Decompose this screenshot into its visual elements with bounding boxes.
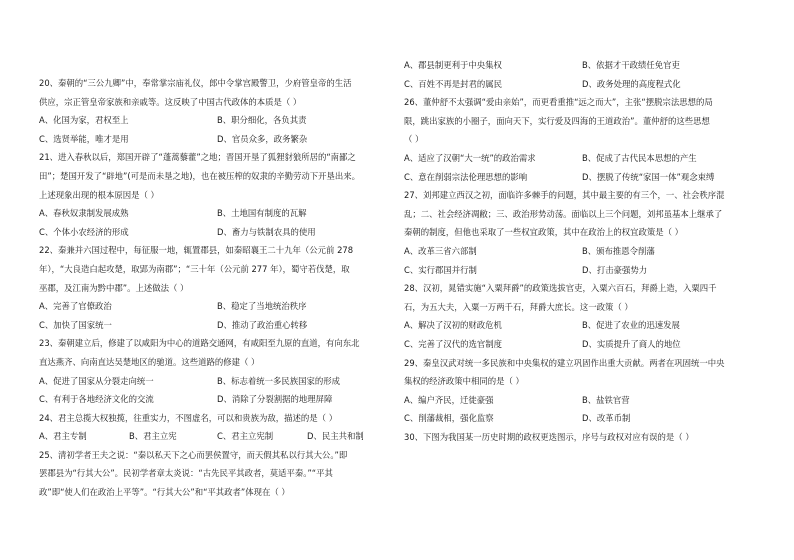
- question-25: [39, 446, 395, 502]
- question-24: [39, 409, 395, 446]
- question-30-stem-line-1: 30、下图为我国某一历史时期的政权更迭图示，序号与政权对应有误的是（ ）: [404, 431, 694, 442]
- question-26-options-row-2: [404, 168, 760, 187]
- option-d[interactable]: D、改革币制: [582, 413, 631, 424]
- option-a[interactable]: A、促进了国家从分裂走向统一: [39, 375, 154, 386]
- question-22: [39, 241, 395, 334]
- option-d[interactable]: D、推动了政治重心转移: [217, 319, 308, 330]
- option-b[interactable]: B、盐铁官营: [582, 394, 630, 405]
- option-c[interactable]: C、有利于各地经济文化的交流: [39, 394, 154, 405]
- question-22-options-row-1: [39, 297, 395, 316]
- question-25-options: [404, 56, 760, 93]
- question-30: [404, 428, 760, 447]
- option-d[interactable]: D、摆脱了传统“家国一体”观念束缚: [582, 171, 715, 182]
- question-24-stem-line-1: 24、君主总揽大权独揽，往重实力，不图虚名，可以和贵族为敌，描述的是（ ）: [39, 412, 338, 423]
- option-c[interactable]: C、选贤举能，唯才是用: [39, 133, 129, 144]
- question-29: [404, 354, 760, 428]
- question-26-stem-line-1: 26、董仲舒不太强调“爱由亲始”，而更看重推“远之而大”，主张“摆脱宗法思想的局: [404, 97, 713, 108]
- question-23-options-row-2: [39, 390, 395, 409]
- question-22-stem-line-3: 巫郡，及江南为黔中郡”。上述做法（ ）: [39, 282, 189, 293]
- question-23-options-row-1: [39, 372, 395, 391]
- option-a[interactable]: A、适应了汉朝“大一统”的政治需求: [404, 152, 536, 163]
- question-27: [404, 186, 760, 279]
- question-29-options-row-1: [404, 391, 760, 410]
- option-a[interactable]: A、化国为家，君权至上: [39, 115, 129, 126]
- option-d[interactable]: D、官员众多，政务繁杂: [217, 133, 308, 144]
- option-c[interactable]: C、个体小农经济的形成: [39, 226, 129, 237]
- question-22-options-row-2: [39, 316, 395, 335]
- question-21: [39, 148, 395, 241]
- question-25-options-row-1: [404, 56, 760, 75]
- question-26-options-row-1: [404, 149, 760, 168]
- question-27-options-row-2: [404, 261, 760, 280]
- option-c[interactable]: C、君主立宪制: [217, 431, 274, 442]
- option-a[interactable]: A、改革三省六部制: [404, 245, 477, 256]
- question-27-options-row-1: [404, 242, 760, 261]
- option-b[interactable]: B、君主立宪: [129, 431, 177, 442]
- right-column: [404, 56, 760, 446]
- question-28-stem-line-2: 石，为五大夫，入粟一万两千石，拜爵大庶长。这一政策（ ）: [404, 301, 633, 312]
- option-c[interactable]: C、完善了汉代的选官制度: [404, 338, 502, 349]
- question-28: [404, 279, 760, 353]
- question-25-stem-line-1: 25、清初学者王夫之说：“秦以私天下之心而罢侯置守，而天假其私以行其大公。”即: [39, 449, 348, 460]
- option-d[interactable]: D、实质提升了商人的地位: [582, 338, 681, 349]
- question-25-stem-line-2: 罢郡县为“行其大公”。民初学者章太炎说：“古先民平其政者，莫适平秦。”“平其: [39, 468, 333, 479]
- question-21-stem-line-2: 田”；楚国开发了“辟地”(可是而未垦之地)，也在被压榨的奴隶的辛勤劳动下开垦出来。: [39, 170, 361, 181]
- question-27-stem-line-1: 27、刘邦建立西汉之初，面临许多棘手的问题，其中最主要的有三个，一、社会秩序混: [404, 190, 725, 201]
- question-23-stem-line-2: 直达燕齐、向南直达吴楚地区的驰道。这些道路的修建（ ）: [39, 356, 260, 367]
- question-22-stem-line-1: 22、秦兼并六国过程中，每征服一地，辄置郡县，如秦昭襄王二十九年（公元前 278: [39, 245, 354, 256]
- question-21-options-row-1: [39, 204, 395, 223]
- option-b[interactable]: B、依据才干政绩任免官吏: [582, 60, 680, 70]
- question-27-stem-line-3: 秦朝的制度，但他也采取了一些权宜政策，其中在政治上的权宜政策是（ ）: [404, 227, 684, 238]
- question-21-options-row-2: [39, 223, 395, 242]
- question-25-options-row-2: [404, 75, 760, 94]
- option-d[interactable]: D、政务处理的高度程式化: [582, 78, 681, 89]
- question-24-options-row: [39, 427, 395, 446]
- option-d[interactable]: D、消除了分裂割据的地理屏障: [217, 394, 333, 405]
- option-a[interactable]: A、解决了汉初的财政危机: [404, 320, 502, 331]
- option-c[interactable]: C、加快了国家统一: [39, 319, 112, 330]
- option-b[interactable]: B、颁布推恩令削藩: [582, 245, 655, 256]
- option-c[interactable]: C、意在削弱宗法伦理思想的影响: [404, 171, 528, 182]
- option-b[interactable]: B、稳定了当地统治秩序: [217, 301, 307, 312]
- option-b[interactable]: B、促进了农业的迅速发展: [582, 320, 680, 331]
- question-28-options-row-2: [404, 335, 760, 354]
- option-c[interactable]: C、实行郡国并行制: [404, 264, 477, 275]
- question-21-stem-line-3: 上述现象出现的根本原因是（ ）: [39, 189, 159, 200]
- option-d[interactable]: D、畜力与铁制农具的使用: [217, 226, 316, 237]
- option-a[interactable]: A、郡县制更利于中央集权: [404, 60, 502, 70]
- option-b[interactable]: B、促成了古代民本思想的产生: [582, 152, 697, 163]
- option-a[interactable]: A、君主专制: [39, 431, 87, 442]
- option-d[interactable]: D、民主共和制: [307, 431, 364, 442]
- question-22-stem-line-2: 年），“大良造白起攻楚，取郢为南郡”；“三十年（公元前 277 年），蜀守若伐楚，取: [39, 263, 350, 274]
- option-b[interactable]: B、职分细化，各负其责: [217, 115, 307, 126]
- question-23: [39, 334, 395, 408]
- option-b[interactable]: B、标志着统一多民族国家的形成: [217, 375, 340, 386]
- question-20-options-row-2: [39, 130, 395, 149]
- question-20-stem-line-1: 20、秦朝的“三公九卿”中，奉常掌宗庙礼仪，郎中令掌宫殿警卫，少府管皇帝的生活: [39, 78, 352, 88]
- option-a[interactable]: A、完善了官僚政治: [39, 301, 112, 312]
- question-23-stem-line-1: 23、秦朝建立后，修建了以咸阳为中心的道路交通网，有咸阳至九原的直道，有向东北: [39, 338, 360, 349]
- option-c[interactable]: C、削藩裁相，强化监察: [404, 413, 494, 424]
- question-27-stem-line-2: 乱；二、社会经济凋敝；三、政治形势动荡。面临以上三个问题，刘邦虽基本上继承了: [404, 208, 723, 219]
- question-26-stem-line-3: （ ）: [404, 134, 424, 145]
- question-26: [404, 93, 760, 186]
- question-28-options-row-1: [404, 316, 760, 335]
- question-21-stem-line-1: 21、进入春秋以后，郑国开辟了“蓬蒿藜藿”之地；晋国开垦了狐狸豺狼所居的“南鄙之: [39, 152, 356, 163]
- question-29-stem-line-2: 集权的经济政策中相同的是（ ）: [404, 376, 524, 387]
- question-20: [39, 74, 395, 148]
- question-29-stem-line-1: 29、秦皇汉武对统一多民族和中央集权的建立巩固作出重大贡献。两者在巩固统一中央: [404, 357, 725, 368]
- question-20-stem-line-2: 供应，宗正管皇帝家族和亲戚等。这反映了中国古代政体的本质是（ ）: [39, 96, 302, 107]
- option-c[interactable]: C、百姓不再是封君的属民: [404, 78, 502, 89]
- question-29-options-row-2: [404, 409, 760, 428]
- option-b[interactable]: B、土地国有制度的瓦解: [217, 208, 307, 219]
- question-28-stem-line-1: 28、汉初，晁错实施“入粟拜爵”的政策选拔官吏，入粟六百石，拜爵上造，入粟四千: [404, 283, 717, 294]
- option-d[interactable]: D、打击豪强势力: [582, 264, 648, 275]
- question-20-options-row-1: [39, 111, 395, 130]
- option-a[interactable]: A、春秋奴隶制发展成熟: [39, 208, 129, 219]
- option-a[interactable]: A、编户齐民，迁徙豪强: [404, 394, 494, 405]
- question-26-stem-line-2: 限，跳出家族的小圈子，面向天下，实行爱及四海的王道政治”。董仲舒的这些思想: [404, 115, 710, 126]
- left-column: [39, 74, 395, 502]
- question-25-stem-line-3: 政”即“使人们在政治上平等”。“行其大公”和“平其政者”体现在（ ）: [39, 487, 290, 498]
